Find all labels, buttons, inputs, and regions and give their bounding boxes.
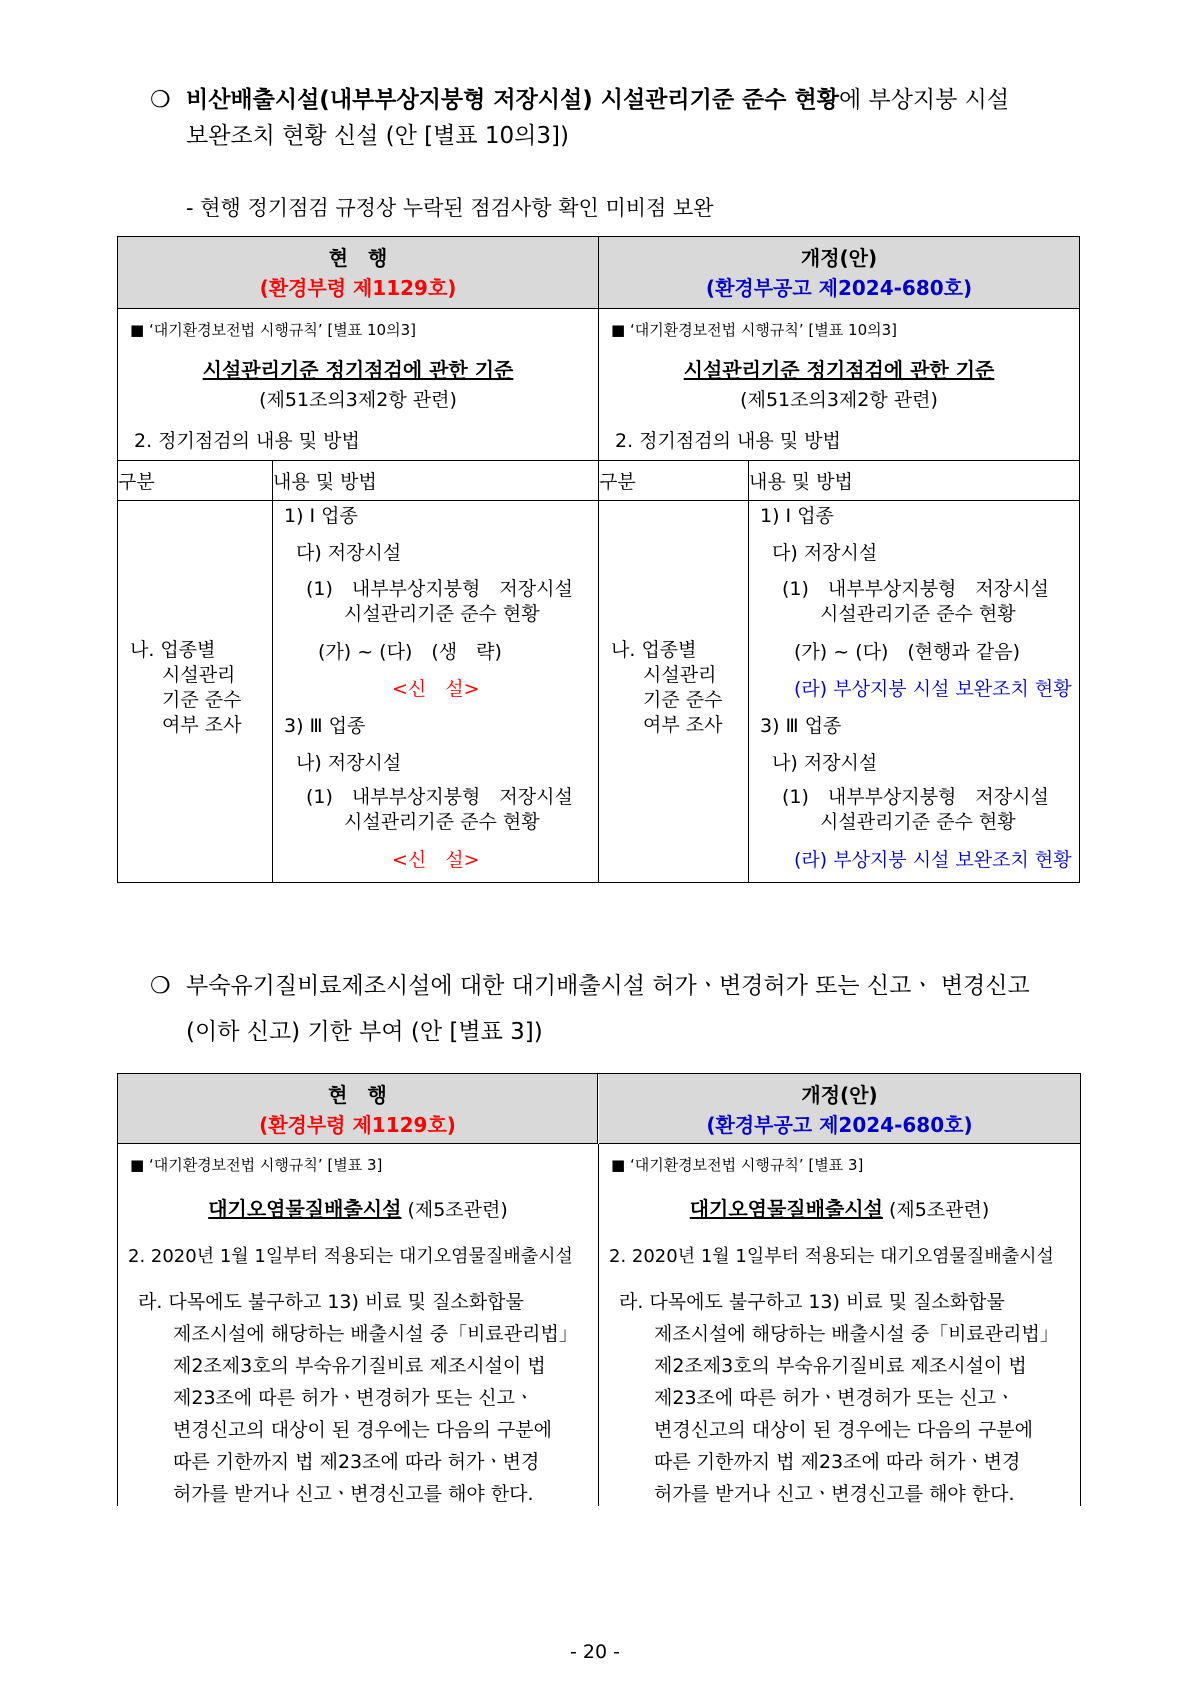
circle-bullet-icon: ❍	[150, 973, 171, 999]
current-header-title: 현 행	[328, 245, 388, 270]
doc-reference: (제5조관련)	[888, 1199, 990, 1221]
revised-header-sub: (환경부공고 제2024-680호)	[705, 275, 973, 300]
current-header-sub: (환경부령 제1129호)	[259, 275, 457, 300]
revised-intro-cell	[599, 309, 1080, 461]
reg-reference: ■ ‘대기환경보전법 시행규칙’ [별표 10의3]	[130, 321, 416, 339]
revised-header	[599, 1074, 1080, 1144]
doc-title: 시설관리기준 정기점검에 관한 기준	[202, 358, 514, 382]
category-text: 나. 업종별 시설관리 기준 준수 여부 조사	[611, 639, 723, 736]
revised-body	[599, 1154, 1080, 1510]
doc-reference: (제51조의3제2항 관련)	[259, 389, 457, 411]
section-title: 2. 2020년 1월 1일부터 적용되는 대기오염물질배출시설	[609, 1246, 1054, 1267]
col-header-category: 구분	[118, 461, 273, 501]
revised-content-cell: 1) Ⅰ 업종 다) 저장시설 (1) 내부부상지붕형 저장시설 시설관리기준 준수 현황 (가) ~ (다) (현행과 같음) (라) 부상지붕 시설 보완조치 현황 3) Ⅲ 업종 나) 저장시설 (1) 내부부상지붕형 저장시설 시설관리기준 준수 현황 (라) 부상지붕 시설 보완조치 현황	[749, 501, 1080, 883]
section1-note: - 현행 정기점검 규정상 누락된 점검사항 확인 미비점 보완	[186, 196, 714, 220]
revised-category-cell	[599, 501, 749, 883]
page-number: - 20 -	[570, 1641, 620, 1663]
section1-title-line2: 보완조치 현황 신설 (안 [별표 10의3])	[186, 123, 569, 149]
section1-heading	[150, 82, 1085, 154]
doc-reference: (제51조의3제2항 관련)	[740, 389, 938, 411]
current-intro-cell	[118, 309, 599, 461]
revised-header-title: 개정(안)	[800, 245, 878, 270]
current-header	[118, 1074, 598, 1144]
revised-header-sub: (환경부공고 제2024-680호)	[706, 1113, 973, 1137]
doc-title: 시설관리기준 정기점검에 관한 기준	[683, 358, 995, 382]
reg-reference: ■ ‘대기환경보전법 시행규칙’ [별표 3]	[130, 1156, 383, 1174]
col-header-content: 내용 및 방법	[273, 461, 599, 501]
comparison-table-2	[117, 1073, 1081, 1506]
revised-header	[599, 237, 1080, 309]
current-category-cell	[118, 501, 273, 883]
revised-header-title: 개정(안)	[801, 1083, 878, 1107]
current-content-cell: 1) Ⅰ 업종 다) 저장시설 (1) 내부부상지붕형 저장시설 시설관리기준 준수 현황 (가) ~ (다) (생 략) <신 설> 3) Ⅲ 업종 나) 저장시설 (1) 내부부상지붕형 저장시설 시설관리기준 준수 현황 <신 설>	[273, 501, 599, 883]
current-header-title: 현 행	[328, 1083, 387, 1107]
section-title: 2. 정기점검의 내용 및 방법	[134, 430, 360, 452]
current-header	[118, 237, 599, 309]
current-body	[118, 1154, 598, 1510]
new-provision-mark: <신 설>	[392, 678, 480, 700]
new-provision-mark: <신 설>	[392, 849, 480, 871]
category-text: 나. 업종별 시설관리 기준 준수 여부 조사	[130, 639, 242, 736]
current-header-sub: (환경부령 제1129호)	[259, 1113, 456, 1137]
circle-bullet-icon: ❍	[150, 87, 171, 113]
reg-reference: ■ ‘대기환경보전법 시행규칙’ [별표 3]	[611, 1156, 864, 1174]
section2-heading	[150, 968, 1085, 1050]
section-title: 2. 정기점검의 내용 및 방법	[615, 430, 841, 452]
section2-title-line2: (이하 신고) 기한 부여 (안 [별표 3])	[186, 1019, 543, 1045]
doc-title: 대기오염물질배출시설	[689, 1197, 883, 1221]
doc-title: 대기오염물질배출시설	[208, 1197, 402, 1221]
body-text: 라. 다목에도 불구하고 13) 비료 및 질소화합물 제조시설에 해당하는 배출시설 중「비료관리법」 제2조제3호의 부숙유기질비료 제조시설이 법 제23조에 따른 허가ㆍ변경허가 또는 신고ㆍ 변경신고의 대상이 된 경우에는 다음의 구분에 따른 기한까지 법 제23조에 따라 허가ㆍ변경 허가를 받거나 신고ㆍ변경신고를 해야 한다.	[619, 1291, 1059, 1505]
new-provision-text: (라) 부상지붕 시설 보완조치 현황	[794, 678, 1072, 700]
doc-reference: (제5조관련)	[407, 1199, 508, 1221]
section1-title-bold: 비산배출시설(내부부상지붕형 저장시설) 시설관리기준 준수 현황	[186, 87, 839, 113]
new-provision-text: (라) 부상지붕 시설 보완조치 현황	[794, 849, 1072, 871]
comparison-table-1	[117, 236, 1080, 883]
col-header-category: 구분	[599, 461, 749, 501]
col-header-content: 내용 및 방법	[749, 461, 1080, 501]
section1-title-rest: 에 부상지붕 시설	[838, 87, 1010, 113]
body-text: 라. 다목에도 불구하고 13) 비료 및 질소화합물 제조시설에 해당하는 배출시설 중「비료관리법」 제2조제3호의 부숙유기질비료 제조시설이 법 제23조에 따른 허가ㆍ변경허가 또는 신고ㆍ 변경신고의 대상이 된 경우에는 다음의 구분에 따른 기한까지 법 제23조에 따라 허가ㆍ변경 허가를 받거나 신고ㆍ변경신고를 해야 한다.	[138, 1291, 578, 1505]
section2-title: 부숙유기질비료제조시설에 대한 대기배출시설 허가ㆍ변경허가 또는 신고ㆍ 변경신고	[186, 973, 1030, 999]
section-title: 2. 2020년 1월 1일부터 적용되는 대기오염물질배출시설	[128, 1246, 573, 1267]
reg-reference: ■ ‘대기환경보전법 시행규칙’ [별표 10의3]	[611, 321, 897, 339]
